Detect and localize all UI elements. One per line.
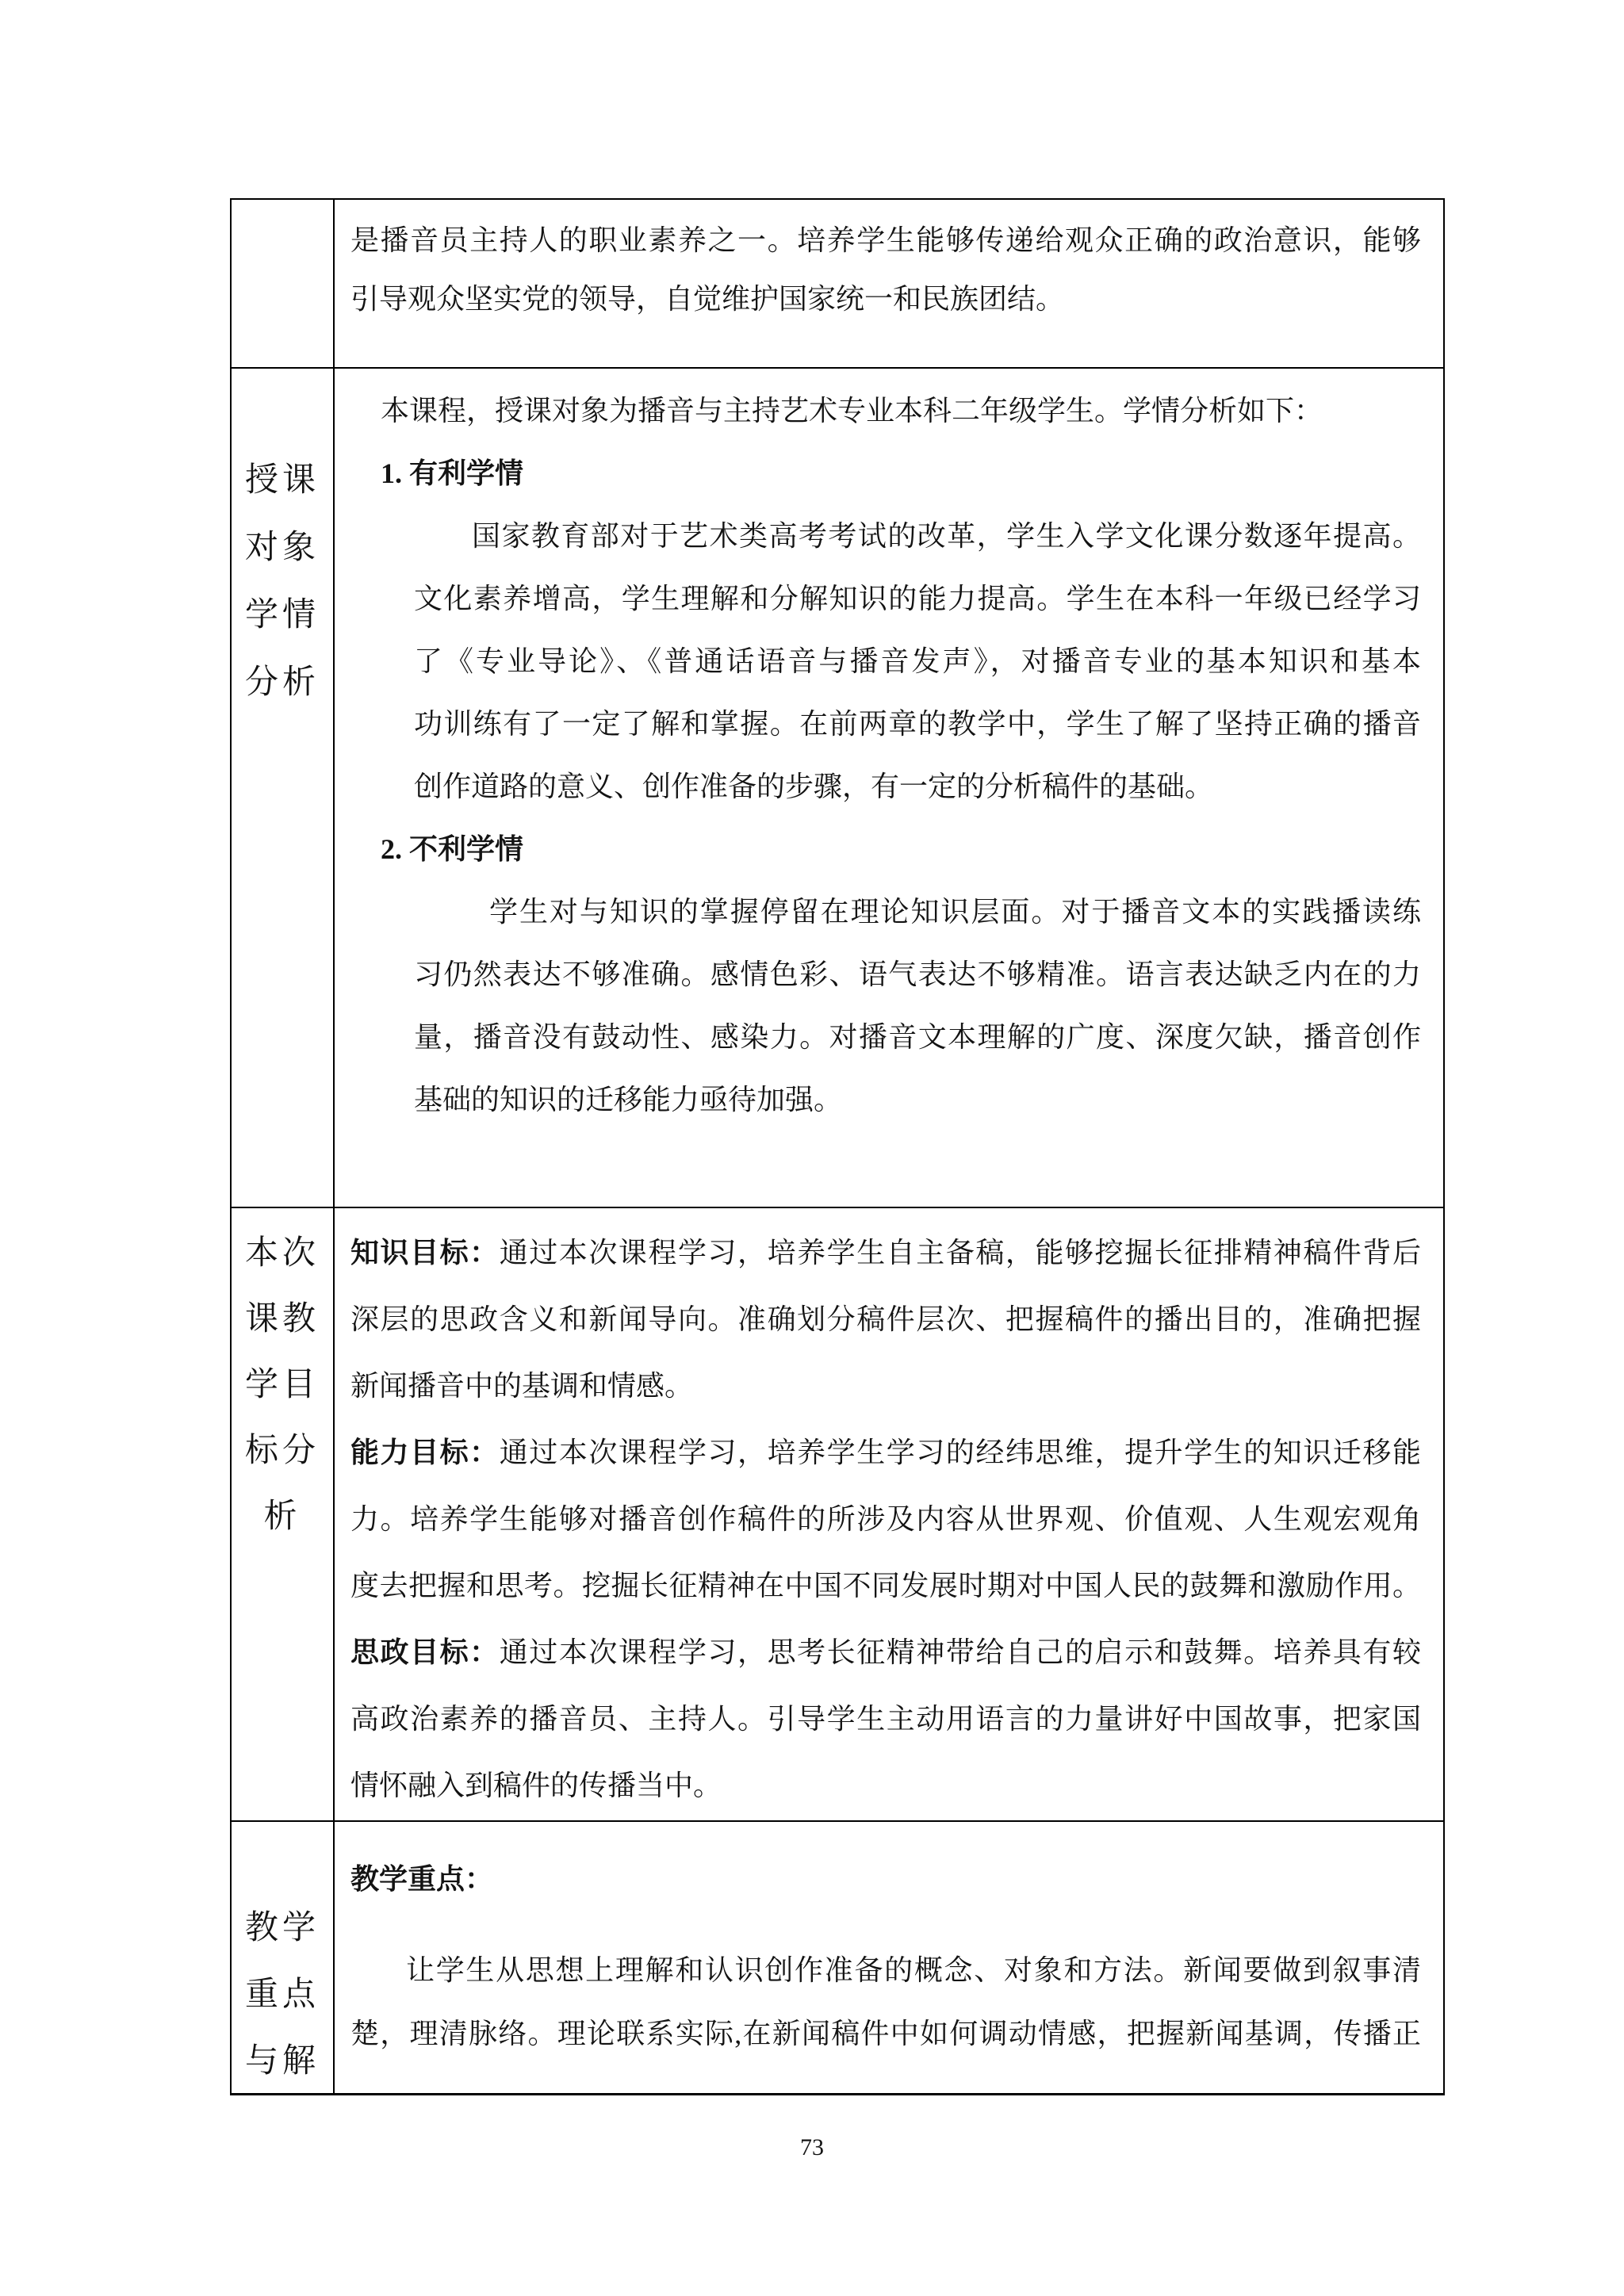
text-line: 楚，理清脉络。理论联系实际,在新闻稿件中如何调动情感，把握新闻基调，传播正 (350, 2018, 1421, 2049)
text-line: 了《专业导论》、《普通话语音与播音发声》，对播音专业的基本知识和基本 (414, 645, 1421, 677)
row-intro-continuation (232, 200, 1443, 369)
text-line: 基础的知识的迁移能力亟待加强。 (414, 1084, 843, 1115)
row-label-line: 析 (263, 1498, 301, 1535)
text-line: 习仍然表达不够准确。感情色彩、语气表达不够精准。语言表达缺乏内在的力 (414, 959, 1421, 990)
row-label-line: 教学 (244, 1910, 320, 1946)
bold-heading-text: 能力目标： (350, 1437, 500, 1468)
text-line: 功训练有了一定了解和掌握。在前两章的教学中，学生了解了坚持正确的播音 (414, 708, 1421, 740)
lesson-plan-table (230, 198, 1445, 2095)
text-line: 能力目标：通过本次课程学习，培养学生学习的经纬思维，提升学生的知识迁移能 (350, 1437, 1421, 1468)
row-teaching-key-points (232, 1822, 1443, 2093)
text-line (350, 818, 1421, 881)
row-intro-continuation-label (232, 200, 335, 367)
bold-heading-text: 知识目标： (350, 1237, 500, 1269)
row-label-line: 标分 (244, 1433, 320, 1469)
text-line: 高政治素养的播音员、主持人。引导学生主动用语言的力量讲好中国故事，把家国 (350, 1703, 1421, 1735)
page-number: 73 (800, 2134, 824, 2160)
text-line: 学生对与知识的掌握停留在理论知识层面。对于播音文本的实践播读练 (489, 896, 1421, 928)
text-line: 文化素养增高，学生理解和分解知识的能力提高。学生在本科一年级已经学习 (414, 583, 1421, 614)
text-line (350, 442, 1421, 505)
bold-heading-text: 2. 不利学情 (381, 833, 524, 865)
text-line: 新闻播音中的基调和情感。 (350, 1370, 694, 1402)
text-line: 知识目标：通过本次课程学习，培养学生自主备稿，能够挖掘长征排精神稿件背后 (350, 1237, 1421, 1269)
row-teaching-objectives-analysis-label (232, 1208, 335, 1820)
text-line: 创作道路的意义、创作准备的步骤，有一定的分析稿件的基础。 (414, 771, 1214, 802)
row-label-line: 授课 (244, 462, 320, 499)
text-line: 情怀融入到稿件的传播当中。 (350, 1770, 722, 1801)
row-audience-learning-analysis-content (335, 369, 1443, 1207)
row-label-line: 与解 (244, 2043, 320, 2080)
text-line: 量，播音没有鼓动性、感染力。对播音文本理解的广度、深度欠缺，播音创作 (414, 1021, 1421, 1053)
text-line: 思政目标：通过本次课程学习，思考长征精神带给自己的启示和鼓舞。培养具有较 (350, 1636, 1421, 1668)
row-audience-learning-analysis-label (232, 369, 335, 1207)
text-line: 本课程，授课对象为播音与主持艺术专业本科二年级学生。学情分析如下： (381, 395, 1323, 427)
row-label-line: 课教 (244, 1301, 320, 1337)
bold-heading-text: 1. 有利学情 (381, 457, 524, 489)
row-teaching-objectives-analysis (232, 1208, 1443, 1822)
row-label-line: 学目 (244, 1367, 320, 1403)
bold-heading-text: 教学重点： (350, 1863, 494, 1895)
text-line: 深层的思政含义和新闻导向。准确划分稿件层次、把握稿件的播出目的，准确把握 (350, 1303, 1421, 1335)
text-line: 引导观众坚实党的领导，自觉维护国家统一和民族团结。 (350, 283, 1065, 315)
text-line: 力。培养学生能够对播音创作稿件的所涉及内容从世界观、价值观、人生观宏观角 (350, 1503, 1421, 1535)
text-line: 是播音员主持人的职业素养之一。培养学生能够传递给观众正确的政治意识，能够 (350, 224, 1421, 256)
text-line: 让学生从思想上理解和认识创作准备的概念、对象和方法。新闻要做到叙事清 (406, 1954, 1421, 1986)
row-label-line: 学情 (244, 597, 320, 633)
row-label-line: 对象 (244, 530, 320, 566)
row-label-line: 重点 (244, 1976, 320, 2013)
text-line: 度去把握和思考。挖掘长征精神在中国不同发展时期对中国人民的鼓舞和激励作用。 (350, 1570, 1421, 1601)
row-label-line: 分析 (244, 664, 320, 701)
row-teaching-key-points-content (335, 1822, 1443, 2093)
row-teaching-objectives-analysis-content (335, 1208, 1443, 1820)
text-line (350, 1847, 1421, 1911)
row-label-line: 本次 (244, 1235, 320, 1272)
bold-heading-text: 思政目标： (350, 1636, 500, 1668)
text-line: 国家教育部对于艺术类高考考试的改革，学生入学文化课分数逐年提高。 (472, 520, 1421, 552)
row-intro-continuation-content (335, 200, 1443, 367)
row-teaching-key-points-label (232, 1822, 335, 2093)
row-audience-learning-analysis (232, 369, 1443, 1208)
